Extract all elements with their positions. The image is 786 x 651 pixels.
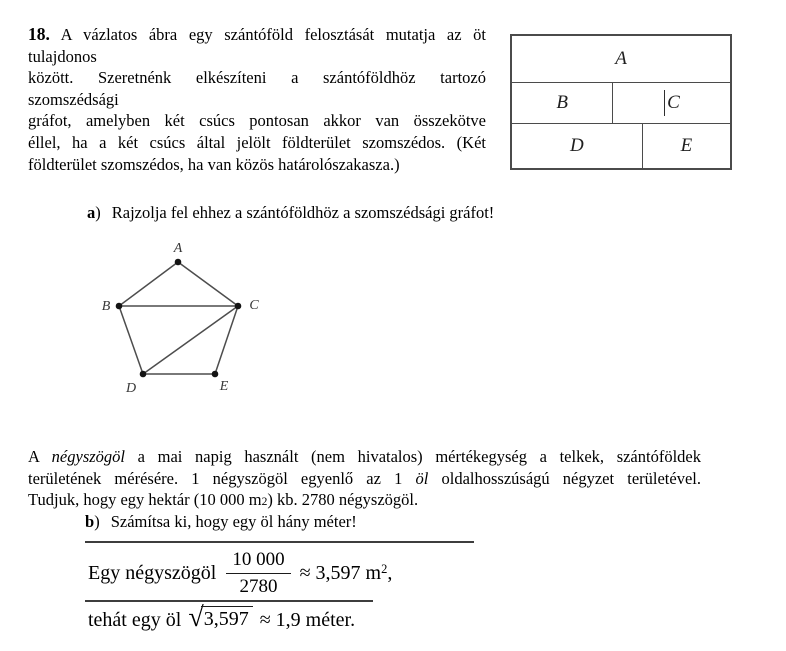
part-a-text: Rajzolja fel ehhez a szántóföldhöz a szomszédsági gráfot!	[111, 203, 495, 222]
graph-vertex-D	[140, 371, 147, 378]
solution-line2-result: ≈ 1,9 méter.	[259, 609, 356, 631]
graph-vertex-label-B: B	[101, 299, 111, 314]
part-b-line	[85, 512, 357, 532]
measurement-text-line: A négyszögöl a mai napig használt (nem hivatalos) mértékegység a telkek, szántóföldek	[28, 447, 701, 466]
radical-sign-icon: √	[188, 602, 204, 633]
fraction-denominator: 2780	[239, 575, 278, 597]
measurement-text-line: Tudjuk, hogy egy hektár (10 000 m2) kb. 2780 négyszögöl.	[28, 490, 419, 510]
problem-text-line: tulajdonos	[28, 46, 97, 66]
part-a-line	[87, 203, 494, 223]
problem-text-line: földterület szomszédos, ha van közös határolószakasza.)	[28, 154, 400, 174]
field-region-e-label: E	[680, 134, 693, 156]
problem-text-line: szomszédsági	[28, 89, 119, 109]
adjacency-graph	[90, 235, 290, 407]
solution-line1-lead: Egy négyszögöl	[88, 561, 217, 584]
graph-vertex-label-A: A	[173, 241, 183, 256]
squared-exponent: 2	[381, 561, 388, 576]
field-partition-diagram	[510, 34, 732, 170]
text-cursor-mark	[664, 90, 666, 116]
field-region-b-label: B	[556, 92, 568, 113]
measurement-text-line: területének mérésére. 1 négyszögöl egyenlő az 1 öl oldalhosszúságú négyzet területével.	[28, 468, 701, 488]
problem-text-line: 18. A vázlatos ábra egy szántóföld felosztását mutatja az öt	[28, 24, 486, 44]
graph-edge-AC	[178, 262, 238, 306]
solution-line-2	[88, 602, 356, 633]
problem-text-line: között. Szeretnénk elkészíteni a szántóföldhöz tartozó	[28, 68, 486, 88]
field-region-c	[613, 83, 730, 123]
field-region-d	[512, 124, 643, 168]
graph-vertex-label-C: C	[249, 298, 259, 313]
field-row-bc	[512, 83, 730, 124]
solution-line-1	[88, 547, 392, 599]
field-region-a-label: A	[615, 48, 627, 69]
graph-vertex-E	[212, 371, 219, 378]
solution-divider-middle	[85, 600, 373, 602]
field-region-c-label: C	[667, 92, 680, 113]
graph-edge-CD	[143, 306, 238, 374]
fraction	[226, 549, 290, 597]
field-row-de	[512, 124, 730, 168]
field-region-b	[512, 83, 613, 123]
field-region-a	[512, 36, 730, 83]
problem-text-line: gráfot, amelyben két csúcs pontosan akkor van összekötve	[28, 111, 486, 131]
graph-vertex-label-E: E	[219, 379, 229, 394]
problem-number: 18.	[28, 24, 50, 44]
field-region-d-label: D	[570, 134, 584, 156]
solution-divider-top	[85, 541, 474, 543]
solution-line2-lead: tehát egy öl	[88, 609, 182, 631]
graph-vertex-B	[116, 303, 123, 310]
graph-vertex-label-D: D	[125, 381, 137, 396]
graph-vertex-A	[175, 259, 182, 266]
graph-edge-AB	[119, 262, 178, 306]
square-root	[188, 602, 252, 633]
graph-vertex-C	[235, 303, 242, 310]
problem-text-line: éllel, ha a két csúcs által jelölt földterület szomszédos. (Két	[28, 132, 486, 152]
radicand: 3,597	[201, 606, 253, 630]
measurement-paragraph	[28, 446, 701, 514]
field-region-e	[643, 124, 730, 168]
part-a-marker: a)	[87, 203, 101, 222]
solution-line1-result: ≈ 3,597 $m^2$,	[299, 561, 393, 584]
graph-edge-CE	[215, 306, 238, 374]
part-b-marker: b)	[85, 512, 100, 531]
fraction-numerator: 10 000	[226, 549, 290, 573]
part-b-text: Számítsa ki, hogy egy öl hány méter!	[110, 512, 357, 531]
graph-edge-BD	[119, 306, 143, 374]
problem-statement	[28, 24, 486, 175]
